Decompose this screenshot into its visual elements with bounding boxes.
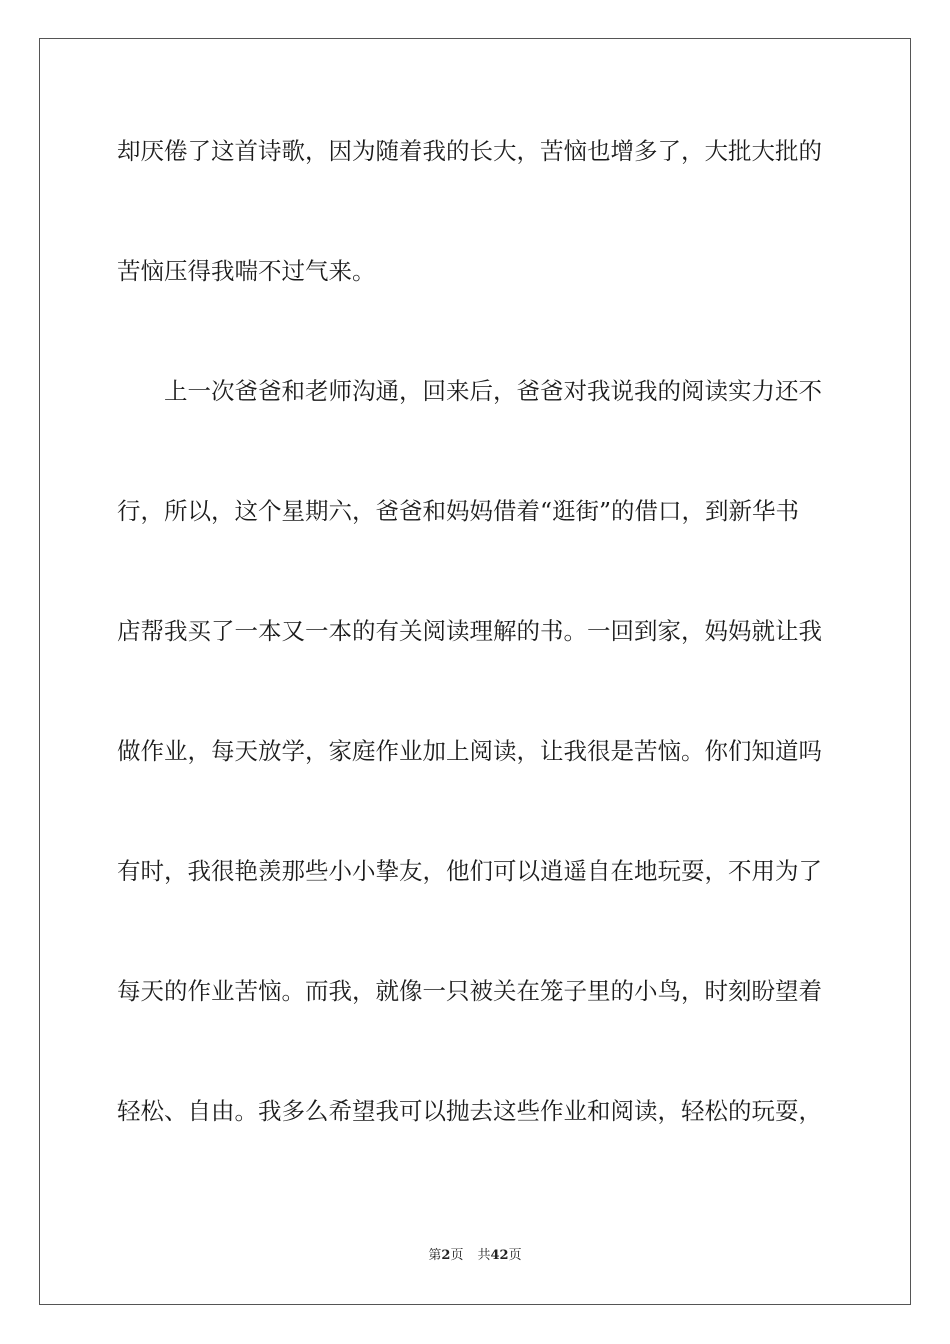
paragraph-line-4: 行，所以，这个星期六，爸爸和妈妈借着“逛街”的借口，到新华书 xyxy=(117,497,800,525)
page-suffix: 页 xyxy=(450,1248,464,1263)
paragraph-line-6: 做作业，每天放学，家庭作业加上阅读，让我很是苦恼。你们知道吗 xyxy=(117,737,822,765)
page-number: 2 xyxy=(441,1248,451,1263)
page-prefix: 第 xyxy=(428,1248,442,1263)
paragraph-line-9: 轻松、自由。我多么希望我可以抛去这些作业和阅读，轻松的玩耍， xyxy=(117,1097,822,1125)
paragraph-line-1: 却厌倦了这首诗歌，因为随着我的长大，苦恼也增多了，大批大批的 xyxy=(117,137,822,165)
total-suffix: 页 xyxy=(508,1248,522,1263)
page-footer xyxy=(0,1247,950,1265)
paragraph-line-7: 有时，我很艳羡那些小小挚友，他们可以逍遥自在地玩耍，不用为了 xyxy=(117,857,822,885)
paragraph-line-3: 上一次爸爸和老师沟通，回来后，爸爸对我说我的阅读实力还不 xyxy=(117,377,822,405)
paragraph-line-2: 苦恼压得我喘不过气来。 xyxy=(117,257,376,285)
total-pages: 42 xyxy=(490,1248,509,1263)
total-prefix: 共 xyxy=(477,1248,491,1263)
paragraph-line-5: 店帮我买了一本又一本的有关阅读理解的书。一回到家，妈妈就让我 xyxy=(117,617,822,645)
paragraph-line-8: 每天的作业苦恼。而我，就像一只被关在笼子里的小鸟，时刻盼望着 xyxy=(117,977,822,1005)
